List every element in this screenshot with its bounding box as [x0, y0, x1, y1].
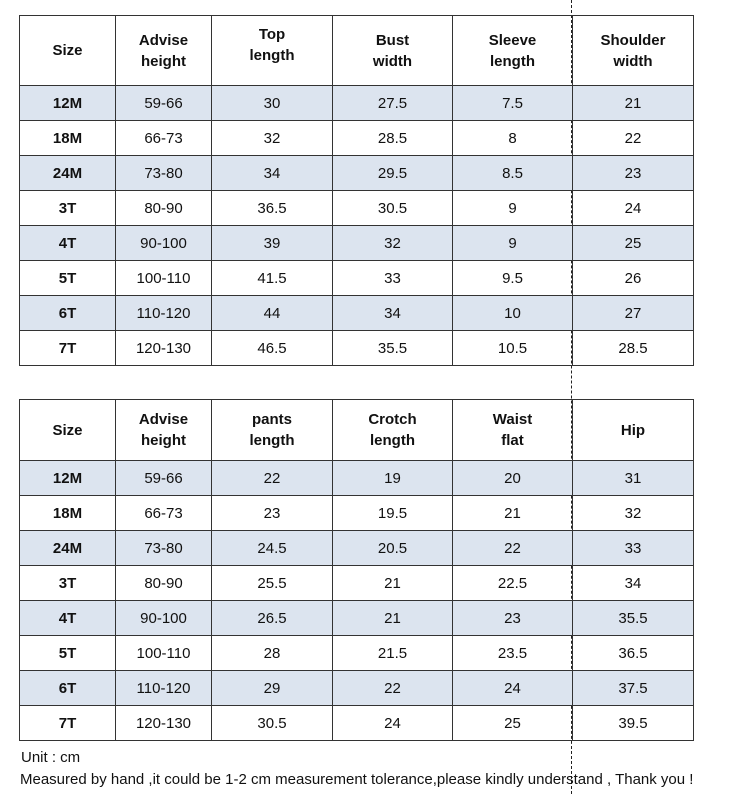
size-cell: 6T	[20, 671, 116, 706]
column-header-line: pants	[251, 411, 292, 428]
size-cell: 24M	[20, 531, 116, 566]
measurement-cell: 34	[573, 566, 694, 601]
measurement-cell: 22	[212, 461, 333, 496]
column-header	[333, 16, 453, 86]
measurement-cell: 22	[453, 531, 573, 566]
measurement-cell: 27.5	[333, 86, 453, 121]
measurement-cell: 20.5	[333, 531, 453, 566]
table-row	[20, 671, 694, 706]
measurement-cell: 33	[333, 261, 453, 296]
column-header-line: height	[141, 432, 186, 449]
measurement-cell: 25	[573, 226, 694, 261]
column-header-line: length	[370, 432, 415, 449]
tolerance-note: Measured by hand ,it could be 1-2 cm measurement tolerance,please kindly understand , Thank you !	[20, 771, 694, 788]
measurement-cell: 26	[573, 261, 694, 296]
column-header	[212, 16, 333, 86]
measurement-cell: 21	[573, 86, 694, 121]
column-header-line: Hip	[620, 421, 646, 439]
column-header	[20, 400, 116, 461]
column-header-line: Top	[258, 25, 286, 43]
measurement-cell: 22	[333, 671, 453, 706]
measurement-cell: 23.5	[453, 636, 573, 671]
unit-note: Unit : cm	[21, 749, 81, 766]
column-header-line: Crotch	[368, 411, 417, 428]
measurement-cell: 32	[573, 496, 694, 531]
table-row	[20, 296, 694, 331]
column-header-line: Waist	[492, 411, 533, 428]
size-cell: 4T	[20, 601, 116, 636]
table-row	[20, 636, 694, 671]
measurement-cell: 80-90	[116, 566, 212, 601]
measurement-cell: 59-66	[116, 461, 212, 496]
size-cell: 18M	[20, 121, 116, 156]
measurement-cell: 35.5	[573, 601, 694, 636]
measurement-cell: 37.5	[573, 671, 694, 706]
measurement-cell: 120-130	[116, 331, 212, 366]
measurement-cell: 36.5	[212, 191, 333, 226]
measurement-cell: 100-110	[116, 261, 212, 296]
measurement-cell: 32	[333, 226, 453, 261]
measurement-cell: 25.5	[212, 566, 333, 601]
column-header-line: length	[490, 52, 535, 70]
table-row	[20, 566, 694, 601]
measurement-cell: 46.5	[212, 331, 333, 366]
measurement-cell: 22.5	[453, 566, 573, 601]
measurement-cell: 24	[453, 671, 573, 706]
top-size-table	[19, 15, 694, 366]
size-cell: 7T	[20, 331, 116, 366]
measurement-cell: 100-110	[116, 636, 212, 671]
measurement-cell: 36.5	[573, 636, 694, 671]
column-header-line: width	[613, 52, 653, 70]
table-row	[20, 706, 694, 741]
column-header	[453, 400, 573, 461]
column-header-line: Size	[52, 42, 83, 59]
table-row	[20, 496, 694, 531]
size-cell: 12M	[20, 86, 116, 121]
measurement-cell: 29.5	[333, 156, 453, 191]
table-row	[20, 121, 694, 156]
column-header-line: height	[141, 52, 186, 70]
table-row	[20, 226, 694, 261]
measurement-cell: 7.5	[453, 86, 573, 121]
measurement-cell: 110-120	[116, 296, 212, 331]
measurement-cell: 80-90	[116, 191, 212, 226]
column-header-line: flat	[501, 432, 524, 449]
measurement-cell: 39.5	[573, 706, 694, 741]
measurement-cell: 28.5	[573, 331, 694, 366]
measurement-cell: 28.5	[333, 121, 453, 156]
measurement-cell: 10.5	[453, 331, 573, 366]
measurement-cell: 10	[453, 296, 573, 331]
measurement-cell: 33	[573, 531, 694, 566]
table-row	[20, 261, 694, 296]
measurement-cell: 59-66	[116, 86, 212, 121]
size-cell: 24M	[20, 156, 116, 191]
measurement-cell: 28	[212, 636, 333, 671]
column-header-line: Bust	[375, 31, 410, 49]
table-header-row	[20, 400, 694, 461]
column-header	[573, 400, 694, 461]
measurement-cell: 24	[333, 706, 453, 741]
measurement-cell: 73-80	[116, 531, 212, 566]
measurement-cell: 30.5	[212, 706, 333, 741]
bottom-size-table	[19, 399, 694, 741]
measurement-cell: 9	[453, 191, 573, 226]
column-header	[116, 16, 212, 86]
column-header	[573, 16, 694, 86]
table-header-row	[20, 16, 694, 86]
measurement-cell: 25	[453, 706, 573, 741]
measurement-cell: 31	[573, 461, 694, 496]
measurement-cell: 8	[453, 121, 573, 156]
measurement-cell: 120-130	[116, 706, 212, 741]
measurement-cell: 19.5	[333, 496, 453, 531]
measurement-cell: 66-73	[116, 496, 212, 531]
column-header	[453, 16, 573, 86]
measurement-cell: 90-100	[116, 601, 212, 636]
measurement-cell: 9.5	[453, 261, 573, 296]
measurement-cell: 22	[573, 121, 694, 156]
column-header-line: Shoulder	[600, 31, 666, 49]
table-row	[20, 86, 694, 121]
measurement-cell: 44	[212, 296, 333, 331]
measurement-cell: 30	[212, 86, 333, 121]
measurement-cell: 35.5	[333, 331, 453, 366]
column-header-line: Size	[52, 421, 83, 439]
measurement-cell: 24.5	[212, 531, 333, 566]
column-header	[116, 400, 212, 461]
size-cell: 3T	[20, 566, 116, 601]
measurement-cell: 20	[453, 461, 573, 496]
measurement-cell: 30.5	[333, 191, 453, 226]
column-header-line: Advise	[138, 31, 189, 49]
measurement-cell: 8.5	[453, 156, 573, 191]
column-header-line: width	[372, 52, 413, 70]
size-cell: 4T	[20, 226, 116, 261]
measurement-cell: 24	[573, 191, 694, 226]
table-row	[20, 191, 694, 226]
table-row	[20, 156, 694, 191]
size-cell: 12M	[20, 461, 116, 496]
measurement-cell: 21	[333, 601, 453, 636]
measurement-cell: 26.5	[212, 601, 333, 636]
table-row	[20, 601, 694, 636]
measurement-cell: 23	[573, 156, 694, 191]
measurement-cell: 19	[333, 461, 453, 496]
measurement-cell: 23	[453, 601, 573, 636]
table-row	[20, 531, 694, 566]
measurement-cell: 90-100	[116, 226, 212, 261]
measurement-cell: 32	[212, 121, 333, 156]
size-cell: 18M	[20, 496, 116, 531]
measurement-cell: 21	[453, 496, 573, 531]
measurement-cell: 66-73	[116, 121, 212, 156]
measurement-cell: 34	[212, 156, 333, 191]
column-header	[20, 16, 116, 86]
measurement-cell: 27	[573, 296, 694, 331]
column-header-line: Advise	[138, 411, 189, 428]
measurement-cell: 23	[212, 496, 333, 531]
column-header-line: length	[249, 432, 295, 449]
measurement-cell: 21.5	[333, 636, 453, 671]
column-header-line: length	[249, 46, 295, 64]
measurement-cell: 34	[333, 296, 453, 331]
size-cell: 7T	[20, 706, 116, 741]
size-cell: 5T	[20, 261, 116, 296]
table-row	[20, 461, 694, 496]
measurement-cell: 73-80	[116, 156, 212, 191]
measurement-cell: 9	[453, 226, 573, 261]
measurement-cell: 110-120	[116, 671, 212, 706]
column-header-line: Sleeve	[488, 31, 537, 49]
measurement-cell: 21	[333, 566, 453, 601]
measurement-cell: 41.5	[212, 261, 333, 296]
size-cell: 5T	[20, 636, 116, 671]
size-cell: 3T	[20, 191, 116, 226]
column-header	[212, 400, 333, 461]
column-header	[333, 400, 453, 461]
table-row	[20, 331, 694, 366]
measurement-cell: 39	[212, 226, 333, 261]
measurement-cell: 29	[212, 671, 333, 706]
size-cell: 6T	[20, 296, 116, 331]
